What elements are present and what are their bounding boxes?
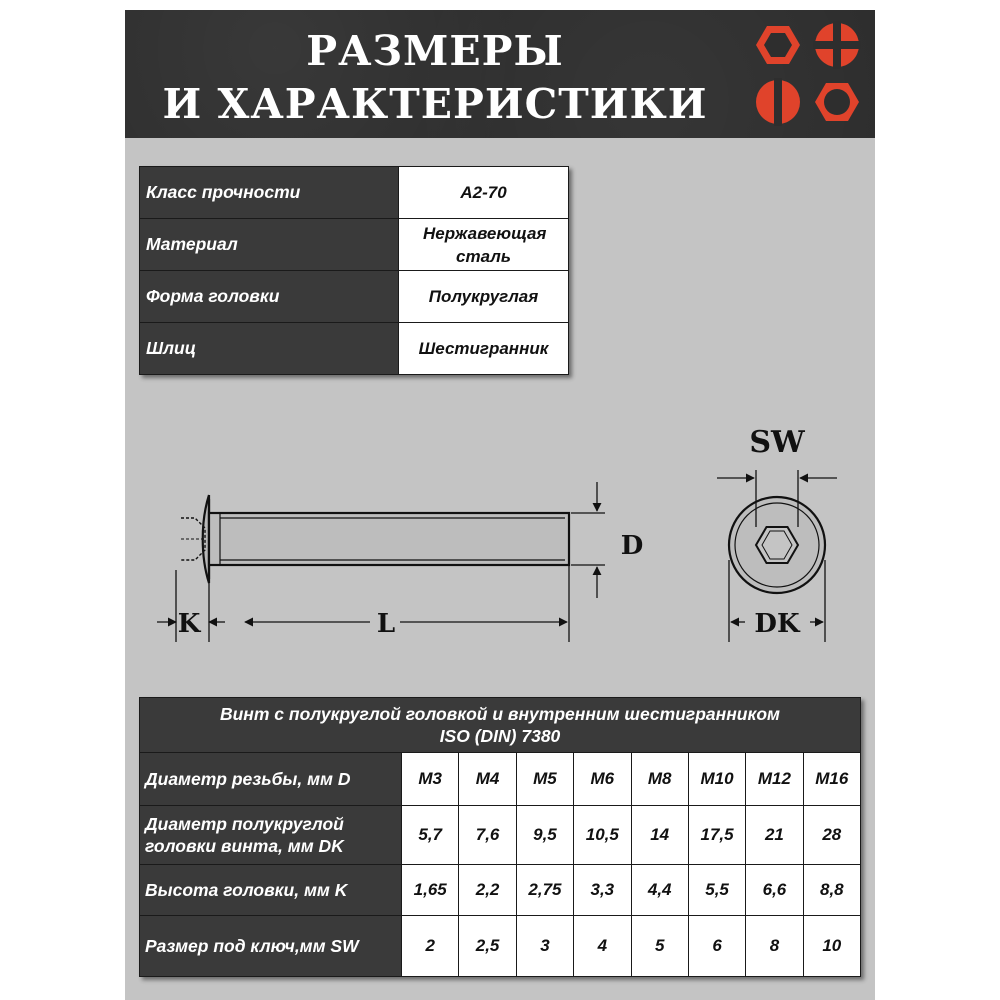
spec-label: Класс прочности — [140, 167, 399, 219]
table-cell: 2,2 — [459, 865, 516, 916]
table-cell: 8 — [746, 916, 803, 977]
table-caption-line2: ISO (DIN) 7380 — [439, 726, 561, 746]
dim-dk-label: DK — [754, 609, 800, 639]
table-cell: 28 — [803, 806, 860, 865]
page-title-line2: И ХАРАКТЕРИСТИКИ — [162, 80, 708, 128]
table-row — [140, 753, 861, 806]
table-cell: 10,5 — [574, 806, 631, 865]
table-cell: M12 — [746, 753, 803, 806]
table-cell: M10 — [688, 753, 745, 806]
spec-value-text: Нержавеющая сталь — [423, 223, 547, 266]
dim-l-label: L — [376, 609, 396, 639]
table-cell: 1,65 — [402, 865, 459, 916]
table-cell: 17,5 — [688, 806, 745, 865]
spec-row — [140, 167, 569, 219]
table-caption-line1: Винт с полукруглой головкой и внутренним шестигранником — [219, 704, 780, 724]
table-row — [140, 806, 861, 865]
row-label: Высота головки, мм K — [140, 865, 402, 916]
table-cell: 14 — [631, 806, 688, 865]
spec-value: Полукруглая — [399, 271, 569, 323]
table-cell: 4 — [574, 916, 631, 977]
spec-row — [140, 323, 569, 375]
table-cell: 6,6 — [746, 865, 803, 916]
spec-value: А2-70 — [399, 167, 569, 219]
table-caption — [140, 698, 861, 753]
table-cell: M8 — [631, 753, 688, 806]
table-caption-row — [140, 698, 861, 753]
table-cell: 10 — [803, 916, 860, 977]
table-cell: M3 — [402, 753, 459, 806]
spec-label: Форма головки — [140, 271, 399, 323]
row-label: Размер под ключ,мм SW — [140, 916, 402, 977]
table-cell: 5,7 — [402, 806, 459, 865]
table-row — [140, 865, 861, 916]
table-cell: 9,5 — [516, 806, 573, 865]
dim-d-label: D — [620, 531, 644, 561]
spec-label: Материал — [140, 219, 399, 271]
dim-k-label: K — [177, 609, 201, 639]
dimensions-table — [139, 697, 861, 977]
header-banner — [125, 10, 875, 138]
table-cell: 7,6 — [459, 806, 516, 865]
table-cell: M6 — [574, 753, 631, 806]
row-label: Диаметр полукруглой головки винта, мм DK — [140, 806, 402, 865]
spec-table — [139, 166, 569, 375]
row-label: Диаметр резьбы, мм D — [140, 753, 402, 806]
spec-row — [140, 219, 569, 271]
hex-head-icon — [756, 26, 800, 64]
page-title-line1: РАЗМЕРЫ — [306, 27, 564, 75]
straight-slot-icon — [756, 78, 800, 126]
table-cell: 21 — [746, 806, 803, 865]
table-cell: M16 — [803, 753, 860, 806]
spec-row — [140, 271, 569, 323]
spec-value: Шестигранник — [399, 323, 569, 375]
table-cell: 2 — [402, 916, 459, 977]
hex-socket-icon — [815, 83, 859, 121]
table-cell: 3,3 — [574, 865, 631, 916]
table-cell: M5 — [516, 753, 573, 806]
dim-sw-label: SW — [749, 425, 805, 460]
screw-type-icons — [753, 16, 868, 136]
table-cell: 3 — [516, 916, 573, 977]
table-cell: 2,75 — [516, 865, 573, 916]
table-cell: 4,4 — [631, 865, 688, 916]
cross-slot-icon — [813, 21, 861, 69]
table-cell: 6 — [688, 916, 745, 977]
screw-side-view — [181, 495, 569, 583]
table-cell: 8,8 — [803, 865, 860, 916]
product-info-panel — [125, 10, 875, 1000]
screw-technical-drawing — [125, 410, 875, 660]
table-cell: 5 — [631, 916, 688, 977]
table-row — [140, 916, 861, 977]
table-cell: 2,5 — [459, 916, 516, 977]
spec-label: Шлиц — [140, 323, 399, 375]
spec-value — [399, 219, 569, 271]
table-cell: M4 — [459, 753, 516, 806]
table-cell: 5,5 — [688, 865, 745, 916]
